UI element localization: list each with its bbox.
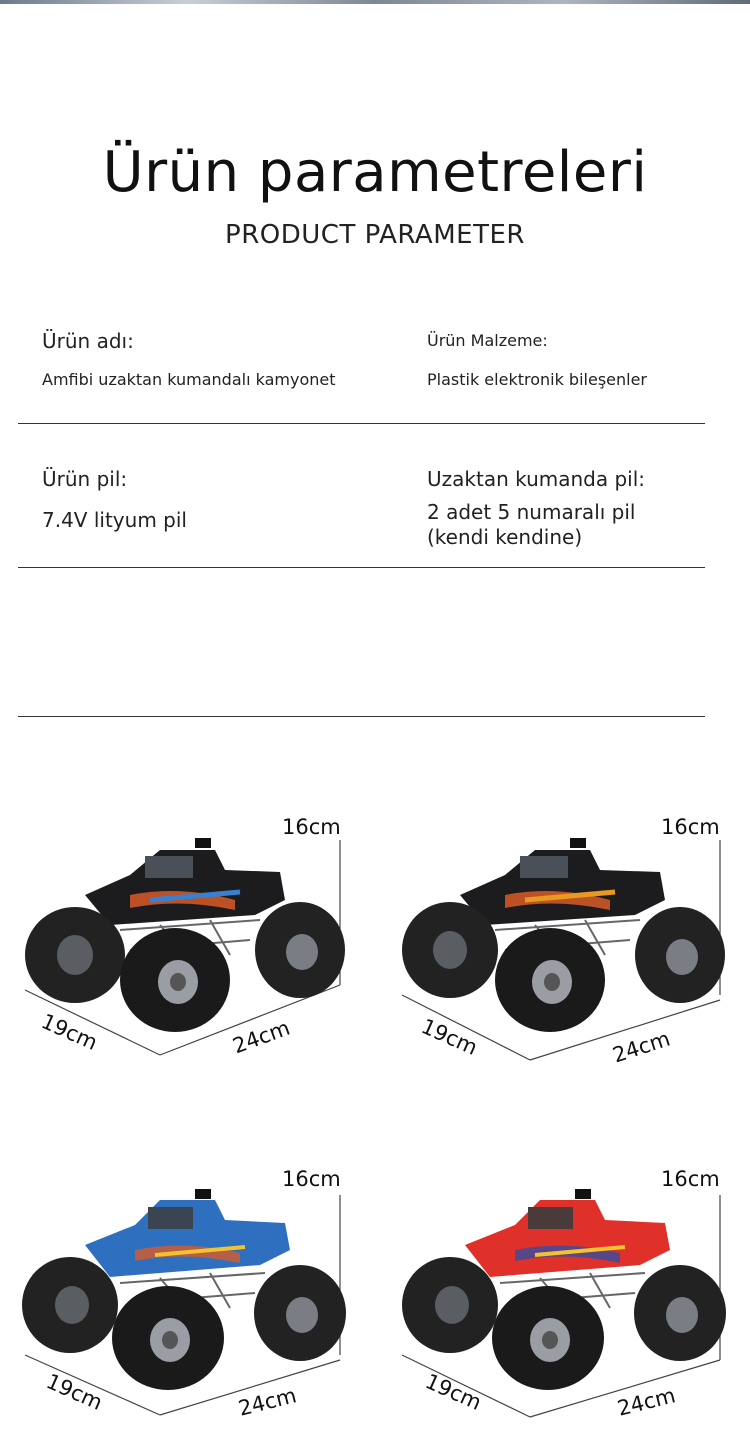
truck-body	[460, 838, 665, 925]
product-material-label: Ürün Malzeme:	[427, 331, 548, 350]
remote-battery-value-line2: (kendi kendine)	[427, 525, 583, 549]
dimension-width: 19cm	[37, 1009, 102, 1055]
remote-battery-label: Uzaktan kumanda pil:	[427, 467, 646, 491]
divider	[18, 423, 705, 424]
page-subtitle: PRODUCT PARAMETER	[225, 220, 525, 250]
dimension-length: 24cm	[229, 1015, 294, 1059]
wheels	[402, 1257, 726, 1390]
top-banner-strip	[0, 0, 750, 4]
wheels	[402, 902, 725, 1032]
truck-body	[85, 1189, 290, 1277]
dimension-height: 16cm	[282, 815, 341, 839]
divider	[18, 567, 705, 568]
dimension-height: 16cm	[282, 1167, 341, 1191]
dimension-width: 19cm	[417, 1014, 482, 1060]
product-battery-value: 7.4V lityum pil	[42, 508, 187, 532]
wheels	[22, 1257, 346, 1390]
truck-body	[85, 838, 285, 925]
page-title: Ürün parametreleri	[102, 140, 648, 205]
dimension-width: 19cm	[421, 1369, 486, 1415]
product-battery-label: Ürün pil:	[42, 467, 128, 491]
dimension-height: 16cm	[661, 1167, 720, 1191]
product-name-label: Ürün adı:	[42, 329, 134, 353]
truck-body	[465, 1189, 670, 1277]
product-name-value: Amfibi uzaktan kumandalı kamyonet	[42, 370, 336, 389]
dimension-length: 24cm	[614, 1383, 678, 1421]
remote-battery-value-line1: 2 adet 5 numaralı pil	[427, 500, 636, 524]
dimension-length: 24cm	[609, 1026, 674, 1068]
dimension-height: 16cm	[661, 815, 720, 839]
dimension-length: 24cm	[235, 1383, 299, 1421]
divider	[18, 716, 705, 717]
product-material-value: Plastik elektronik bileşenler	[427, 370, 648, 389]
dimension-width: 19cm	[42, 1369, 107, 1415]
